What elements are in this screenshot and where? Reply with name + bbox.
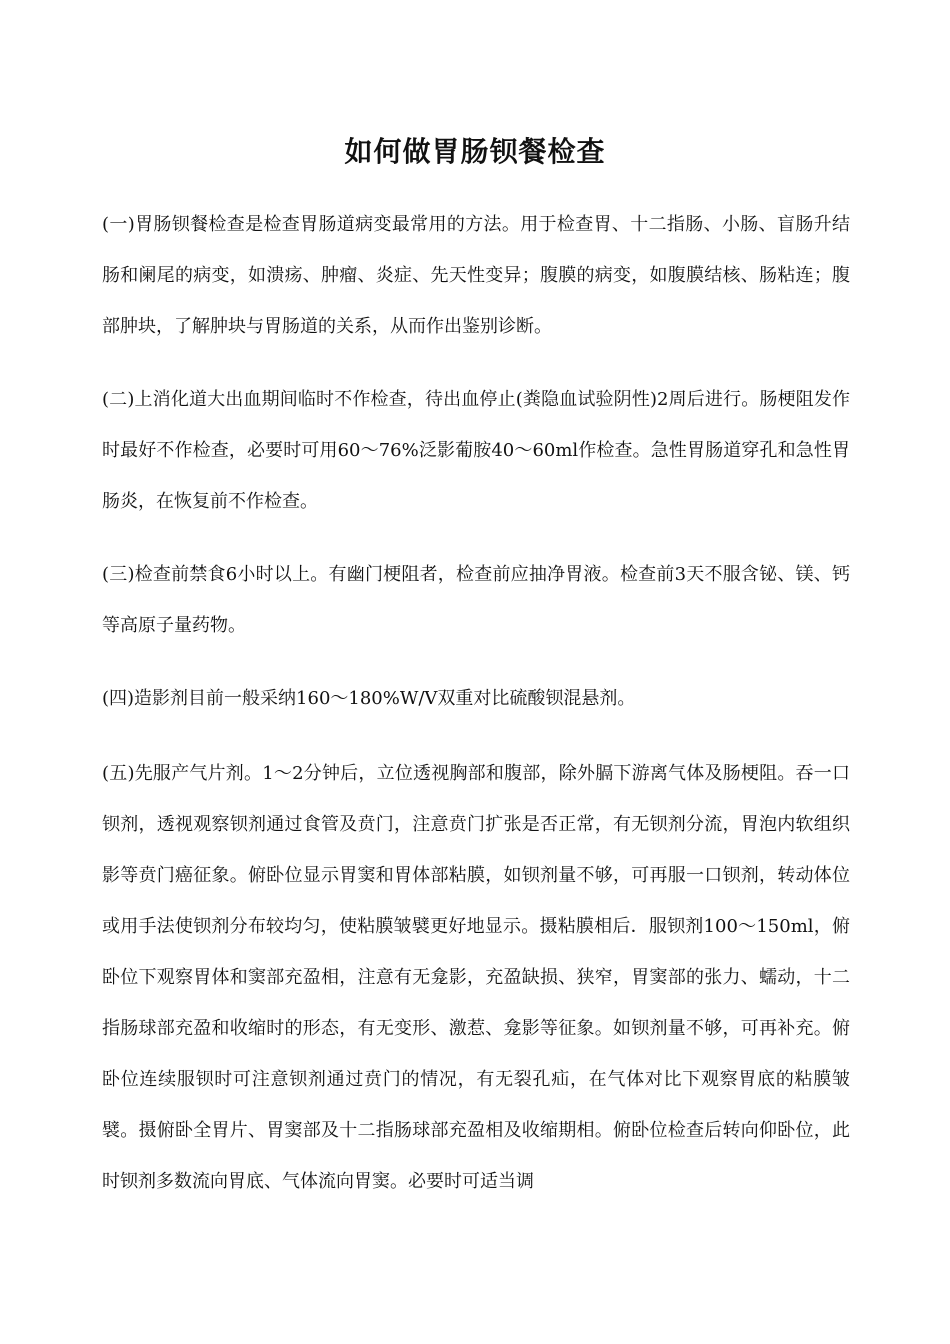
paragraph-1: (一)胃肠钡餐检查是检查胃肠道病变最常用的方法。用于检查胃、十二指肠、小肠、盲肠升结肠和阑尾的病变，如溃疡、肿瘤、炎症、先天性变异；腹膜的病变，如腹膜结核、肠粘连；腹部肿块，了解肿块与胃肠道的关系，从而作出鉴别诊断。 xyxy=(102,214,850,337)
paragraph-2: (二)上消化道大出血期间临时不作检查，待出血停止(粪隐血试验阴性)2周后进行。肠梗阻发作时最好不作检查，必要时可用60～76%泛影葡胺40～60ml作检查。急性胃肠道穿孔和急性胃肠炎，在恢复前不作检查。 xyxy=(102,389,850,512)
paragraph-4: (四)造影剂目前一般采纳160～180%W/V双重对比硫酸钡混悬剂。 xyxy=(102,688,636,709)
document-title: 如何做胃肠钡餐检查 xyxy=(344,135,606,168)
paragraph-5: (五)先服产气片剂。1～2分钟后，立位透视胸部和腹部，除外膈下游离气体及肠梗阻。吞一口钡剂，透视观察钡剂通过食管及贲门，注意贲门扩张是否正常，有无钡剂分流，胃泡内软组织影等贲门癌征象。俯卧位显示胃窦和胃体部粘膜，如钡剂量不够，可再服一口钡剂，转动体位或用手法使钡剂分布较均匀，使粘膜皱襞更好地显示。摄粘膜相后．服钡剂100～150ml，俯卧位下观察胃体和窦部充盈相，注意有无龛影，充盈缺损、狭窄，胃窦部的张力、蠕动，十二指肠球部充盈和收缩时的形态，有无变形、激惹、龛影等征象。如钡剂量不够，可再补充。俯卧位连续服钡时可注意钡剂通过贲门的情况，有无裂孔疝，在气体对比下观察胃底的粘膜皱襞。摄俯卧全胃片、胃窦部及十二指肠球部充盈相及收缩期相。俯卧位检查后转向仰卧位，此时钡剂多数流向胃底、气体流向胃窦。必要时可适当调 xyxy=(102,763,850,1192)
paragraph-3: (三)检查前禁食6小时以上。有幽门梗阻者，检查前应抽净胃液。检查前3天不服含铋、镁、钙等高原子量药物。 xyxy=(102,564,850,636)
